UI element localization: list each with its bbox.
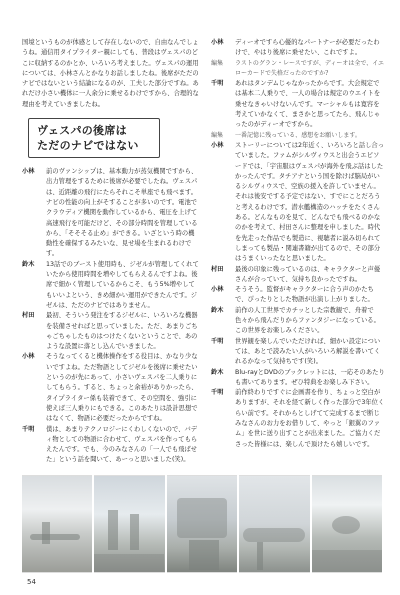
left-column xyxy=(22,38,199,466)
dialogue-turn xyxy=(211,79,385,130)
dialogue-turn xyxy=(22,425,199,466)
dialogue-turn xyxy=(22,260,199,311)
heading-line-1: ヴェスパの後席は xyxy=(37,124,127,138)
dialogue-turn xyxy=(22,352,199,424)
dialogue-turn xyxy=(211,265,385,286)
dialogue-turn xyxy=(211,38,385,59)
dialogue-turn xyxy=(211,141,385,265)
speaker-text: ディーオですら心優的なパートナーが必要だったわけで、やはり後席に乗せたい、これですよ。 xyxy=(235,39,380,57)
editor-question xyxy=(211,59,385,80)
speaker-name: 村田 xyxy=(211,265,224,273)
editor-question xyxy=(211,131,385,141)
speaker-text: 前作終わりですぐに企画書を作り、ちょっと空白がありますが、それを経て新しく作った部分で3年位くらい前です。それからとしげてて完成するまで断じみなさんのお力をお借りして、やっと「銀翼のファム」を世に送り出すことが出来ました。ご協力くださった皆様には、楽しんで頂けたら嬉しいです。 xyxy=(235,389,385,448)
speaker-text: 前のヴァンシップは、基本動力が蒸気機関ですから、出力管理をするために後席が必要でしたね。ヴェスパは、近距離の飛行にたらそれこそ単座でも飛べます。ナビの性能の向上がそすることが多いのです。電池でクラウディア機関を動作しているから、電圧を上げて高速飛行を可能だけど、その部分時間を管理しているから、「そそそる止め」ができる。いざという時の機動性を確保するみたいな、見せ場を生まれるわけです。 xyxy=(46,168,198,258)
intro-text xyxy=(22,38,199,110)
dialogue-turn xyxy=(211,388,385,450)
speaker-name: 小林 xyxy=(22,168,35,176)
dialogue-turn xyxy=(211,337,385,368)
speaker-text: 最初、そういう発注をするジゼルに、いろいろな機器を装備させればと思っていました。ただ、あまりごちゃごちゃしたものはつけたくないということで、あのような設置に落とし込んでいきました。 xyxy=(46,312,198,351)
speaker-text: 世界観を楽しんでいただければ、細かい設定については、あとで読みたい人がいろいろ解説を書いてくれるかなって気持ちです(笑)。 xyxy=(235,337,381,366)
right-dialogue xyxy=(211,38,385,450)
speaker-name: 小林 xyxy=(211,141,224,149)
scene-image-5 xyxy=(312,475,382,573)
speaker-text: ストーリーについては2年近く、いろいろと話し合っていました。ファムがシルヴィウスと出会うエピソードでは、「宇宙服はヴェスパが海外を飛ぶ話はしたかったんです。タチアナという国を除けば脳局がいるシルヴィウスで、空族の援入を許していません。それは後安でする予定ではない、すでにことだろうと考えるわけです。潜水艦構造のハッチをたくさんある。どんなものを見て、どんなでも飛べるのかなのかを考えて、村田さんに整理を申しました。時代を先走った作品でも製造に、視聴者に説み切られてしまっても製品・関連書籍が出てるので、その部分はうまくいったなと思いました。 xyxy=(235,141,385,263)
scene-image-3 xyxy=(167,475,237,573)
section-heading xyxy=(28,118,160,158)
intro-paragraph: 国境というものが体感として存在しないので、自由なんでしょうね。通信用タイプライター親にしても、普段はヴェスパのどこに収納するのかとか、いろいろ考えました。ヴェスパの運用については、小林さんとかなりお話しましたね。後席がただのナビではないという結論になるのが、工夫した部分ですね。あれだけ小さい機体に一人余分に乗せるわけですから、合理的な理由を考えていきましたね。 xyxy=(22,39,199,108)
dialogue-turn xyxy=(211,285,385,306)
dialogue-turn xyxy=(22,167,199,260)
speaker-text: 最後の印象に残っているのは、キャラクターと声優さんが合っていて、気持ち良かったですね。 xyxy=(235,265,381,283)
speaker-name: 小林 xyxy=(211,286,224,294)
right-column xyxy=(211,38,385,450)
speaker-text: 13話でのブースト使用時も、ジゼルが管理してくれていたから使用時間を増やしてもらえるんですよね。後席で細かく管理しているからこそ、もう5%増やしてもいいよという、きめ細かい運用ができたんです。ジゼルは、ただのナビではありません。 xyxy=(46,260,199,309)
speaker-text: そうなってくると機体操作をする役目は、かなり少ないですよね。ただ物語としてジゼルを後席に乗せたいというのが先にあって、小さいヴェスパを二人乗りにしてもらう。すると、ちょっと余裕がありかったら、タイプライター係も装着できて、その空間を、強引に使えば三人乗りにもできる。このあたりは設計思想ではなくて、物語に必要だったからですね。 xyxy=(46,353,198,423)
dialogue-turn xyxy=(22,311,199,352)
speaker-text: 一番記憶に残っている、感想をお願いします。 xyxy=(235,131,361,139)
speaker-name: 編集 xyxy=(211,59,224,67)
scene-image-1 xyxy=(22,475,92,573)
speaker-name: 鈴木 xyxy=(211,306,224,314)
speaker-text: ラストのグラン・レースですが、ディーオは全で、イエローカードで失格だったのですか? xyxy=(235,59,385,77)
scene-image-2 xyxy=(94,475,164,573)
speaker-name: 鈴木 xyxy=(22,260,35,268)
speaker-name: 村田 xyxy=(22,312,35,320)
speaker-name: 千明 xyxy=(211,389,224,397)
speaker-text: あれはタンデムじゃなかったからです。大会規定では基本二人乗りで、一人の場合は規定のウエイトを乗せなきゃいけないんです。マーシャルもは寛容を考えていかなくて、まさかと思ってたら、飛んじゃったのがディーオですから。 xyxy=(235,80,381,129)
speaker-text: Blu-rayとDVDのブックレットには、一応そのあたりも書いてあります。ぜひ特典をお楽しみ下さい。 xyxy=(235,368,385,386)
speaker-text: 前作の人工世界でカチッとした宗教観で、舟着で色々から飛んだりからファンタジーになっている。この世界をお楽しみください。 xyxy=(235,306,380,335)
speaker-text: そうそう。監督がキャラクターに合う声のかたちで、ぴったりとした物語が出演し上がりました。 xyxy=(235,286,374,304)
speaker-name: 千明 xyxy=(211,337,224,345)
speaker-name: 千明 xyxy=(211,80,224,88)
dialogue-turn xyxy=(211,306,385,337)
speaker-name: 鈴木 xyxy=(211,368,224,376)
page-number: 54 xyxy=(27,578,36,586)
speaker-text: 僕は、あまりテクノロジーにくわしくないので、バディ物としての物語に合わせて、ヴェスパを作ってもらえたんです。でも、今のみなさんの「一人でも飛ばせた」という話を聞いて、あーっと思いました(笑)。 xyxy=(46,425,198,464)
heading-line-2: ただのナビではない xyxy=(37,139,139,153)
speaker-name: 小林 xyxy=(211,39,224,46)
scene-image-4 xyxy=(239,475,309,573)
dialogue-turn xyxy=(211,368,385,389)
speaker-name: 千明 xyxy=(22,425,35,433)
speaker-name: 小林 xyxy=(22,353,35,361)
speaker-name: 編集 xyxy=(211,131,224,139)
photo-strip xyxy=(22,475,382,573)
left-dialogue xyxy=(22,167,199,466)
